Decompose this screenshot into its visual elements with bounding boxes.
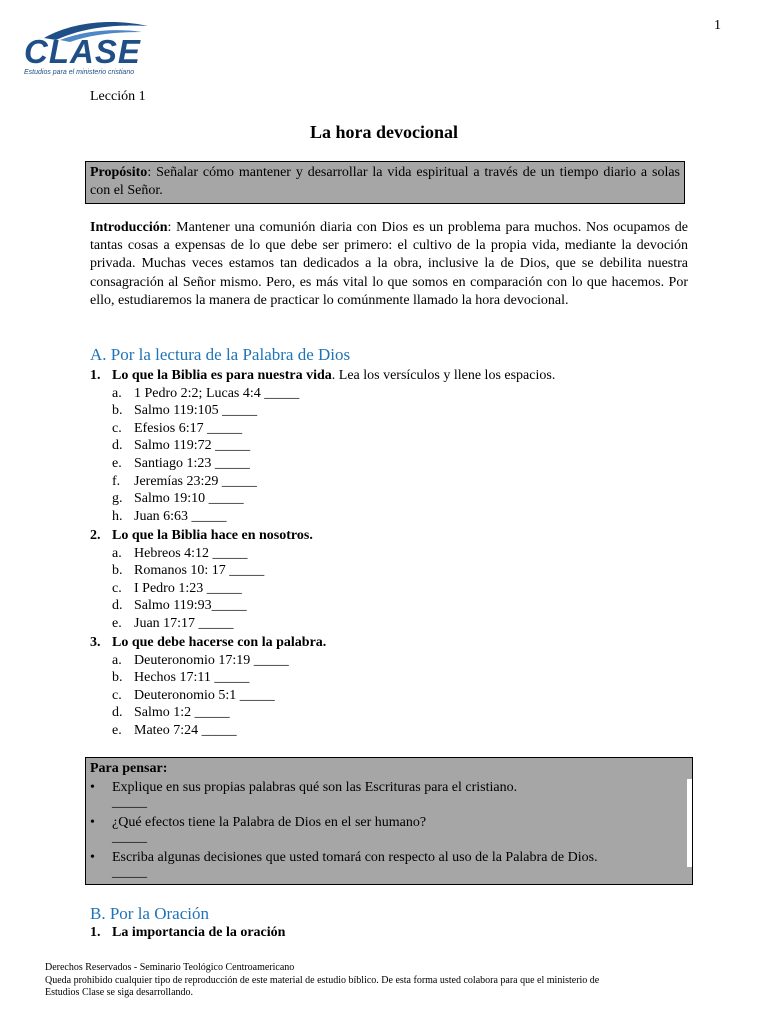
question-title-bold: Lo que la Biblia hace en nosotros. — [112, 528, 313, 543]
question-instruction: . Lea los versículos y llene los espacios. — [331, 368, 556, 383]
item-letter: b. — [112, 670, 123, 686]
list-item — [90, 385, 555, 403]
footer-copyright: Derechos Reservados - Seminario Teológico Centroamericano — [45, 962, 295, 973]
question-2 — [90, 527, 313, 633]
section-b-heading: B. Por la Oración — [90, 904, 209, 923]
page-number: 1 — [714, 18, 721, 33]
question-3-title — [90, 634, 326, 652]
item-text: Hechos 17:11 _____ — [134, 670, 250, 686]
purpose-label: Propósito — [90, 165, 148, 180]
item-letter: d. — [112, 705, 123, 721]
introduction-text: : Mantener una comunión diaria con Dios es un problema para muchos. Nos ocupamos de tantas cosas a expensas de lo que debe ser primero: el cultivo de la propia vida, mediante la devoción privada. Muchas veces estamos tan dedicados a la obra, inclusive la de Dios, que se debilita nuestra consagración al Señor mismo. Pero, es más vital lo que somos en comparación con lo que hacemos. Por ello, estudiaremos la manera de practicar lo comúnmente llamado la hora devocional. — [90, 220, 688, 308]
item-letter: a. — [112, 545, 122, 561]
question-1-title — [90, 367, 555, 385]
bullet-text: Escriba algunas decisiones que usted tomará con respecto al uso de la Palabra de Dios. — [112, 850, 598, 865]
list-item — [90, 420, 555, 438]
answer-blank: _____ — [112, 865, 147, 880]
list-item — [90, 704, 326, 722]
list-item — [90, 402, 555, 420]
item-text: Salmo 1:2 _____ — [134, 705, 230, 721]
item-letter: e. — [112, 722, 122, 738]
item-letter: e. — [112, 455, 122, 471]
item-text: Santiago 1:23 _____ — [134, 455, 250, 471]
item-text: Juan 6:63 _____ — [134, 508, 227, 524]
item-letter: g. — [112, 491, 123, 507]
bullet-icon: • — [90, 780, 95, 795]
page-title: La hora devocional — [309, 122, 458, 142]
item-text: Mateo 7:24 _____ — [134, 722, 237, 738]
item-letter: f. — [112, 473, 121, 489]
bullet-icon: • — [90, 850, 95, 865]
footer-notice-cont: Estudios Clase se siga desarrollando. — [45, 987, 194, 998]
list-item — [90, 597, 313, 615]
logo-tagline: Estudios para el ministerio cristiano — [24, 69, 135, 76]
item-text: Juan 17:17 _____ — [134, 615, 234, 631]
item-letter: c. — [112, 687, 122, 703]
list-item — [90, 455, 555, 473]
item-letter: a. — [112, 385, 122, 401]
item-text: Salmo 19:10 _____ — [134, 491, 244, 507]
introduction-label: Introducción — [90, 220, 168, 235]
section-a-heading: A. Por la lectura de la Palabra de Dios — [90, 345, 351, 364]
question-title-bold: La importancia de la oración — [112, 925, 286, 940]
list-item — [90, 437, 555, 455]
item-letter: a. — [112, 652, 122, 668]
question-2-title — [90, 527, 313, 545]
question-title-bold: Lo que debe hacerse con la palabra. — [112, 635, 327, 650]
item-text: Salmo 119:72 _____ — [134, 438, 251, 454]
item-text: Romanos 10: 17 _____ — [134, 563, 265, 579]
item-letter: b. — [112, 403, 123, 419]
item-text: Hebreos 4:12 _____ — [134, 545, 248, 561]
item-text: I Pedro 1:23 _____ — [134, 580, 242, 596]
list-item — [90, 562, 313, 580]
list-item — [90, 545, 313, 563]
clase-logo — [22, 20, 150, 82]
item-letter: d. — [112, 438, 123, 454]
question-1 — [90, 367, 555, 525]
section-b-question-1 — [90, 925, 285, 941]
list-item — [90, 615, 313, 633]
list-item — [90, 687, 326, 705]
footer-notice: Queda prohibido cualquier tipo de reproducción de este material de estudio bíblico. De esta forma usted colabora para que el ministerio de — [45, 974, 600, 986]
answer-blank: _____ — [112, 830, 147, 845]
item-letter: h. — [112, 508, 123, 524]
list-item — [90, 722, 326, 740]
think-box-title: Para pensar: — [90, 761, 168, 776]
bullet-text: ¿Qué efectos tiene la Palabra de Dios en el ser humano? — [112, 815, 427, 830]
item-letter: c. — [112, 420, 122, 436]
item-text: Jeremías 23:29 _____ — [134, 473, 257, 489]
question-title-bold: Lo que la Biblia es para nuestra vida — [112, 368, 332, 383]
list-item — [90, 652, 326, 670]
list-item — [90, 508, 555, 526]
list-item — [90, 490, 555, 508]
purpose-box — [85, 161, 685, 204]
item-text: Deuteronomio 17:19 _____ — [134, 652, 289, 668]
bullet-text: Explique en sus propias palabras qué son las Escrituras para el cristiano. — [112, 780, 518, 795]
question-3 — [90, 634, 326, 740]
item-letter: e. — [112, 615, 122, 631]
item-text: Salmo 119:93_____ — [134, 598, 247, 614]
question-number: 3. — [90, 635, 101, 650]
introduction-paragraph — [90, 219, 688, 310]
item-text: 1 Pedro 2:2; Lucas 4:4 _____ — [134, 385, 300, 401]
question-number: 2. — [90, 528, 101, 543]
lesson-label: Lección 1 — [90, 89, 146, 104]
item-text: Deuteronomio 5:1 _____ — [134, 687, 275, 703]
item-letter: b. — [112, 563, 123, 579]
item-text: Efesios 6:17 _____ — [134, 420, 243, 436]
bullet-icon: • — [90, 815, 95, 830]
list-item — [90, 580, 313, 598]
item-letter: d. — [112, 598, 123, 614]
item-letter: c. — [112, 580, 122, 596]
think-box — [85, 757, 693, 885]
logo-wordmark: CLASE — [24, 33, 141, 70]
question-number: 1. — [90, 368, 101, 383]
list-item — [90, 669, 326, 687]
answer-blank: _____ — [112, 795, 147, 810]
purpose-text: : Señalar cómo mantener y desarrollar la vida espiritual a través de un tiempo diario a solas con el Señor. — [90, 165, 680, 198]
question-number: 1. — [90, 925, 101, 940]
footer — [45, 962, 599, 1000]
list-item — [90, 473, 555, 491]
item-text: Salmo 119:105 _____ — [134, 403, 258, 419]
